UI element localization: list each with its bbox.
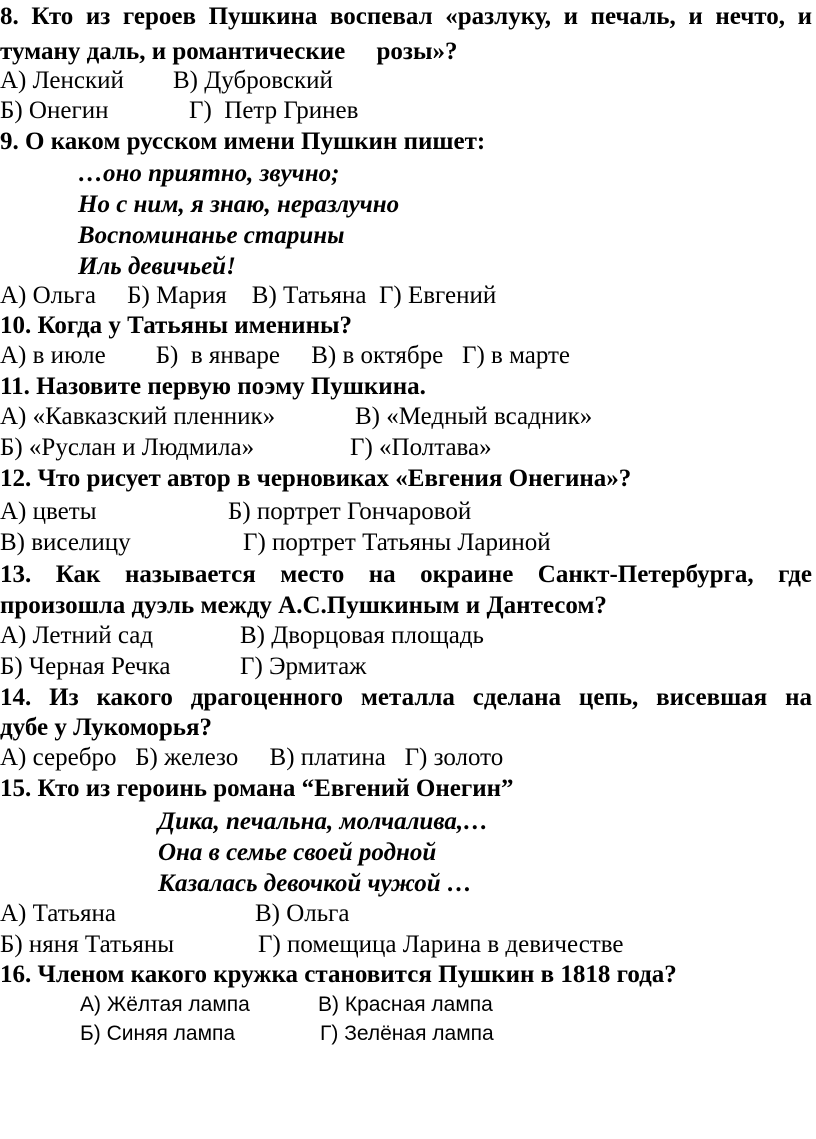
option-v: В) Дубровский <box>173 67 333 94</box>
question-14-options: А) серебро Б) железо В) платина Г) золото <box>0 744 504 771</box>
question-8-line-2: туману даль, и романтические розы»? <box>0 38 458 65</box>
option-v: В) Ольга <box>255 900 350 927</box>
option-g: Г) Зелёная лампа <box>320 1022 494 1045</box>
verse-line: Дика, печальна, молчалива,… <box>158 808 489 835</box>
question-13-line-2: произошла дуэль между А.С.Пушкиным и Дантесом? <box>0 592 607 619</box>
question-9-options: А) Ольга Б) Мария В) Татьяна Г) Евгений <box>0 282 497 309</box>
option-g: Г) помещица Ларина в девичестве <box>258 931 624 958</box>
question-13-line-1: 13. Как называется место на окраине Санкт-Петербурга, где <box>0 561 812 588</box>
option-g: Г) портрет Татьяны Лариной <box>243 529 551 556</box>
question-16: 16. Членом какого кружка становится Пушкин в 1818 года? <box>0 961 677 988</box>
question-11: 11. Назовите первую поэму Пушкина. <box>0 373 426 400</box>
option-g: Г) «Полтава» <box>350 434 492 461</box>
option-b: Б) Онегин <box>0 97 109 124</box>
question-14-line-1: 14. Из какого драгоценного металла сделана цепь, висевшая на <box>0 684 812 711</box>
option-a: А) цветы <box>0 498 97 525</box>
question-14-line-2: дубе у Лукоморья? <box>0 714 213 741</box>
option-a: А) Летний сад <box>0 622 154 649</box>
question-9: 9. О каком русском имени Пушкин пишет: <box>0 128 486 155</box>
verse-line: Иль девичьей! <box>78 253 236 280</box>
option-b: Б) «Руслан и Людмила» <box>0 434 255 461</box>
question-16-options-row-2 <box>0 1019 494 1139</box>
option-a: А) Жёлтая лампа <box>80 993 250 1016</box>
option-a: А) Татьяна <box>0 900 117 927</box>
option-a: А) «Кавказский пленник» <box>0 403 276 430</box>
verse-line: Она в семье своей родной <box>158 839 437 866</box>
verse-line: Воспоминанье старины <box>78 222 345 249</box>
option-v: В) «Медный всадник» <box>355 403 593 430</box>
option-b: Б) Черная Речка <box>0 653 171 680</box>
option-v: В) виселицу <box>0 529 131 556</box>
question-10: 10. Когда у Татьяны именины? <box>0 312 353 339</box>
option-b: Б) портрет Гончаровой <box>228 498 472 525</box>
verse-line: Казалась девочкой чужой … <box>158 870 472 897</box>
option-g: Г) Эрмитаж <box>240 653 367 680</box>
question-15: 15. Кто из героинь романа “Евгений Онегин” <box>0 775 514 802</box>
verse-line: Но с ним, я знаю, неразлучно <box>78 191 400 218</box>
option-a: А) Ленский <box>0 67 124 94</box>
option-v: В) Красная лампа <box>318 993 493 1016</box>
option-b: Б) няня Татьяны <box>0 931 175 958</box>
verse-line: …оно приятно, звучно; <box>78 160 340 187</box>
option-b: Б) Синяя лампа <box>80 1022 236 1045</box>
question-12: 12. Что рисует автор в черновиках «Евгения Онегина»? <box>0 465 632 492</box>
option-v: В) Дворцовая площадь <box>240 622 484 649</box>
question-8-line-1: 8. Кто из героев Пушкина воспевал «разлуку, и печаль, и нечто, и <box>0 3 812 30</box>
option-g: Г) Петр Гринев <box>189 97 359 124</box>
question-10-options: А) в июле Б) в январе В) в октябре Г) в марте <box>0 342 571 369</box>
